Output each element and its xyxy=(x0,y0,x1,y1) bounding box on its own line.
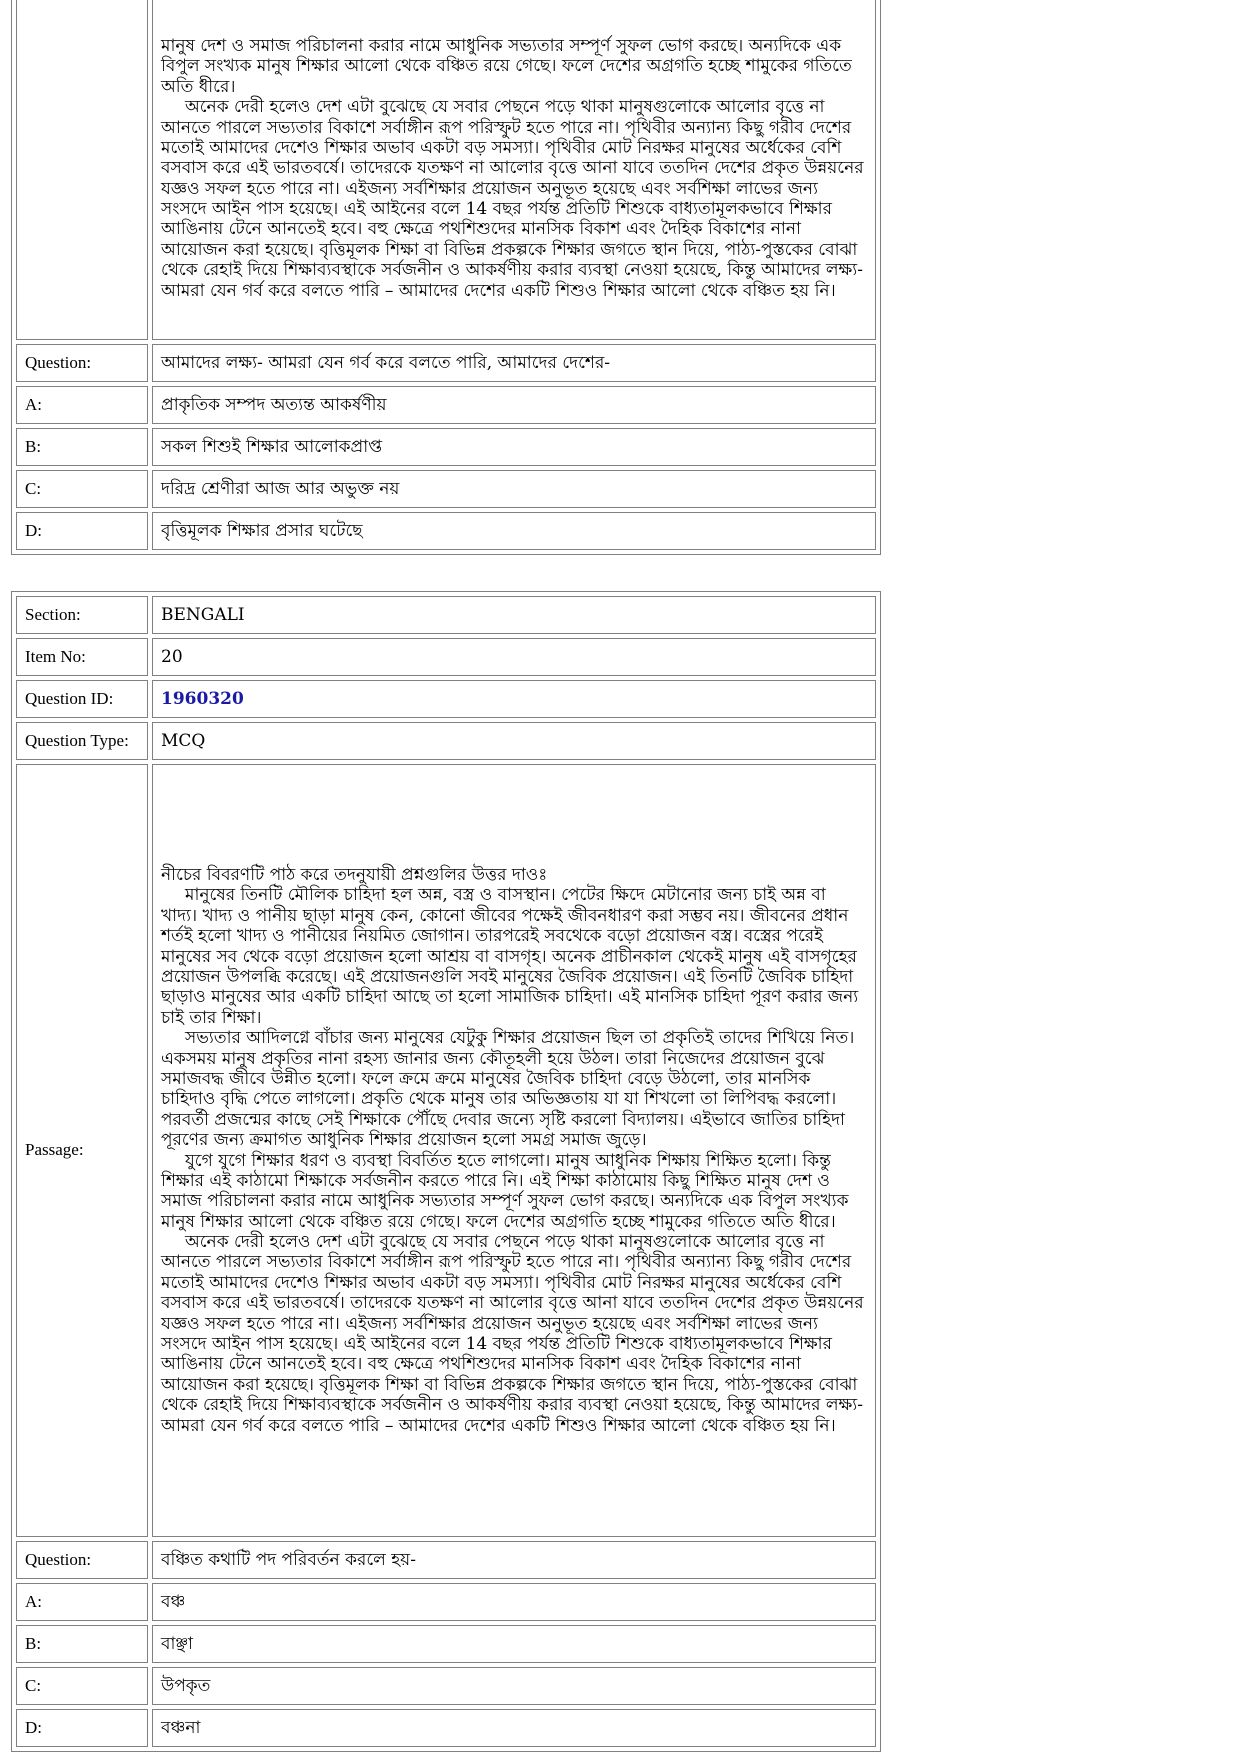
option-a-text: প্রাকৃতিক সম্পদ অত্যন্ত আকর্ষণীয় xyxy=(152,386,876,424)
section-value: BENGALI xyxy=(152,596,876,634)
option-c-row xyxy=(16,470,876,508)
option-d-label: D: xyxy=(16,1709,148,1747)
option-d-text: বঞ্চনা xyxy=(152,1709,876,1747)
passage-paragraph: সভ্যতার আদিলগ্নে বাঁচার জন্য মানুষের যেটুকু শিক্ষার প্রয়োজন ছিল তা প্রকৃতিই তাদের শিখিয়ে নিত। একসময় মানুষ প্রকৃতির নানা রহস্য জানার জন্য কৌতূহলী হয়ে উঠল। তারা নিজেদের প্রয়োজন বুঝে সমাজবদ্ধ জীবে উন্নীত হলো। ফলে ক্রমে ক্রমে মানুষের জৈবিক চাহিদা বেড়ে উঠলো, তার মানসিক চাহিদাও বৃদ্ধি পেতে লাগলো। প্রকৃতি থেকে মানুষ তার অভিজ্ঞতায় যা যা শিখলো তা লিপিবদ্ধ করলো। পরবর্তী প্রজন্মের কাছে সেই শিক্ষাকে পৌঁছে দেবার জন্যে সৃষ্টি করলো বিদ্যালয়। এইভাবে জাতির চাহিদা পূরণের জন্য ক্রমাগত আধুনিক শিক্ষার প্রয়োজন হলো সমগ্র সমাজ জুড়ে। xyxy=(161,1028,855,1151)
question-id-value: 1960320 xyxy=(161,688,244,709)
passage-label: Passage: xyxy=(16,764,148,1537)
option-c-text: দরিদ্র শ্রেণীরা আজ আর অভুক্ত নয় xyxy=(152,470,876,508)
passage-text xyxy=(152,0,876,340)
question-block-2 xyxy=(11,591,881,1752)
question-label: Question: xyxy=(16,344,148,382)
question-type-value: MCQ xyxy=(152,722,876,760)
question-text: আমাদের লক্ষ্য- আমরা যেন গর্ব করে বলতে পারি, আমাদের দেশের- xyxy=(152,344,876,382)
question-type-label: Question Type: xyxy=(16,722,148,760)
option-b-text: বাঞ্ছা xyxy=(152,1625,876,1663)
question-label: Question: xyxy=(16,1541,148,1579)
option-b-text: সকল শিশুই শিক্ষার আলোকপ্রাপ্ত xyxy=(152,428,876,466)
option-a-row xyxy=(16,386,876,424)
question-id-cell xyxy=(152,680,876,718)
item-no-value: 20 xyxy=(152,638,876,676)
item-no-label: Item No: xyxy=(16,638,148,676)
option-a-text: বঞ্চ xyxy=(152,1583,876,1621)
option-c-text: উপকৃত xyxy=(152,1667,876,1705)
item-no-row xyxy=(16,638,876,676)
option-c-label: C: xyxy=(16,1667,148,1705)
section-row xyxy=(16,596,876,634)
question-row xyxy=(16,1541,876,1579)
question-block-1 xyxy=(11,0,881,555)
option-a-label: A: xyxy=(16,386,148,424)
option-c-row xyxy=(16,1667,876,1705)
option-c-label: C: xyxy=(16,470,148,508)
option-b-row xyxy=(16,1625,876,1663)
question-id-label: Question ID: xyxy=(16,680,148,718)
option-d-row xyxy=(16,512,876,550)
option-b-label: B: xyxy=(16,1625,148,1663)
passage-paragraph: অনেক দেরী হলেও দেশ এটা বুঝেছে যে সবার পেছনে পড়ে থাকা মানুষগুলোকে আলোর বৃত্তে না আনতে পারলে সভ্যতার বিকাশে সর্বাঙ্গীন রূপ পরিস্ফুট হতে পারে না। পৃথিবীর অন্যান্য কিছু গরীব দেশের মতোই আমাদের দেশেও শিক্ষার অভাব একটা বড় সমস্যা। পৃথিবীর মোট নিরক্ষর মানুষের অর্ধেকের বেশি বসবাস করে এই ভারতবর্ষে। তাদেরকে যতক্ষণ না আলোর বৃত্তে আনা যাবে ততদিন দেশের প্রকৃত উন্নয়নের যজ্ঞও সফল হতে পারে না। এইজন্য সর্বশিক্ষার প্রয়োজন অনুভূত হয়েছে এবং সর্বশিক্ষা লাভের জন্য সংসদে আইন পাস হয়েছে। এই আইনের বলে 14 বছর পর্যন্ত প্রতিটি শিশুকে বাধ্যতামূলকভাবে শিক্ষার আঙিনায় টেনে আনতেই হবে। বহু ক্ষেত্রে পথশিশুদের মানসিক বিকাশ এবং দৈহিক বিকাশের নানা আয়োজন করা হয়েছে। বৃত্তিমূলক শিক্ষা বা বিভিন্ন প্রকল্পকে শিক্ষার জগতে স্থান দিয়ে, পাঠ্য-পুস্তকের বোঝা থেকে রেহাই দিয়ে শিক্ষাব্যবস্থাকে সর্বজনীন ও আকর্ষণীয় করার ব্যবস্থা নেওয়া হয়েছে, কিন্তু আমাদের লক্ষ্য- আমরা যেন গর্ব করে বলতে পারি – আমাদের দেশের একটি শিশুও শিক্ষার আলো থেকে বঞ্চিত হয় নি। xyxy=(161,97,864,301)
passage-text xyxy=(152,764,876,1537)
section-label: Section: xyxy=(16,596,148,634)
question-row xyxy=(16,344,876,382)
passage-row xyxy=(16,0,876,340)
passage-paragraph: মানুষের তিনটি মৌলিক চাহিদা হল অন্ন, বস্ত্র ও বাসস্থান। পেটের ক্ষিদে মেটানোর জন্য চাই অন্ন বা খাদ্য। খাদ্য ও পানীয় ছাড়া মানুষ কেন, কোনো জীবের পক্ষেই জীবনধারণ করা সম্ভব নয়। জীবনের প্রধান শর্তই হলো খাদ্য ও পানীয়ের নিয়মিত জোগান। তারপরেই সবথেকে বড়ো প্রয়োজন বস্ত্র। বস্ত্রের পরেই মানুষের সব থেকে বড়ো প্রয়োজন হলো আশ্রয় বা বাসগৃহ। অনেক প্রাচীনকাল থেকেই মানুষ এই বাসগৃহের প্রয়োজন উপলব্ধি করেছে। এই প্রয়োজনগুলি সবই মানুষের জৈবিক প্রয়োজন। এই তিনটি জৈবিক চাহিদা ছাড়াও মানুষের আর একটি চাহিদা আছে তা হলো সামাজিক চাহিদা। এই মানসিক চাহিদা পূরণ করার জন্য চাই তার শিক্ষা। xyxy=(161,885,859,1028)
passage-paragraph: যুগে যুগে শিক্ষার ধরণ ও ব্যবস্থা বিবর্তিত হতে লাগলো। মানুষ আধুনিক শিক্ষায় শিক্ষিত হলো। কিন্তু শিক্ষার এই কাঠামো শিক্ষাকে সর্বজনীন করতে পারে নি। এই শিক্ষা কাঠামোয় কিছু শিক্ষিত মানুষ দেশ ও সমাজ পরিচালনা করার নামে আধুনিক সভ্যতার সম্পূর্ণ সুফল ভোগ করছে। অন্যদিকে এক বিপুল সংখ্যক মানুষ শিক্ষার আলো থেকে বঞ্চিত রয়ে গেছে। ফলে দেশের অগ্রগতি হচ্ছে শামুকের গতিতে অতি ধীরে। xyxy=(161,1150,849,1232)
option-d-label: D: xyxy=(16,512,148,550)
option-b-row xyxy=(16,428,876,466)
passage-label xyxy=(16,0,148,340)
option-d-row xyxy=(16,1709,876,1747)
question-text: বঞ্চিত কথাটি পদ পরিবর্তন করলে হয়- xyxy=(152,1541,876,1579)
option-a-row xyxy=(16,1583,876,1621)
option-a-label: A: xyxy=(16,1583,148,1621)
passage-paragraph: অনেক দেরী হলেও দেশ এটা বুঝেছে যে সবার পেছনে পড়ে থাকা মানুষগুলোকে আলোর বৃত্তে না আনতে পারলে সভ্যতার বিকাশে সর্বাঙ্গীন রূপ পরিস্ফুট হতে পারে না। পৃথিবীর অন্যান্য কিছু গরীব দেশের মতোই আমাদের দেশেও শিক্ষার অভাব একটা বড় সমস্যা। পৃথিবীর মোট নিরক্ষর মানুষের অর্ধেকের বেশি বসবাস করে এই ভারতবর্ষে। তাদেরকে যতক্ষণ না আলোর বৃত্তে আনা যাবে ততদিন দেশের প্রকৃত উন্নয়নের যজ্ঞও সফল হতে পারে না। এইজন্য সর্বশিক্ষার প্রয়োজন অনুভূত হয়েছে এবং সর্বশিক্ষা লাভের জন্য সংসদে আইন পাস হয়েছে। এই আইনের বলে 14 বছর পর্যন্ত প্রতিটি শিশুকে বাধ্যতামূলকভাবে শিক্ষার আঙিনায় টেনে আনতেই হবে। বহু ক্ষেত্রে পথশিশুদের মানসিক বিকাশ এবং দৈহিক বিকাশের নানা আয়োজন করা হয়েছে। বৃত্তিমূলক শিক্ষা বা বিভিন্ন প্রকল্পকে শিক্ষার জগতে স্থান দিয়ে, পাঠ্য-পুস্তকের বোঝা থেকে রেহাই দিয়ে শিক্ষাব্যবস্থাকে সর্বজনীন ও আকর্ষণীয় করার ব্যবস্থা নেওয়া হয়েছে, কিন্তু আমাদের লক্ষ্য- আমরা যেন গর্ব করে বলতে পারি – আমাদের দেশের একটি শিশুও শিক্ষার আলো থেকে বঞ্চিত হয় নি। xyxy=(161,1232,864,1436)
passage-row xyxy=(16,764,876,1537)
question-id-row xyxy=(16,680,876,718)
passage-intro: নীচের বিবরণটি পাঠ করে তদনুযায়ী প্রশ্নগুলির উত্তর দাওঃ xyxy=(161,865,548,886)
passage-paragraph: মানুষ দেশ ও সমাজ পরিচালনা করার নামে আধুনিক সভ্যতার সম্পূর্ণ সুফল ভোগ করছে। অন্যদিকে এক বিপুল সংখ্যক মানুষ শিক্ষার আলো থেকে বঞ্চিত রয়ে গেছে। ফলে দেশের অগ্রগতি হচ্ছে শামুকের গতিতে অতি ধীরে। xyxy=(161,35,852,97)
option-b-label: B: xyxy=(16,428,148,466)
option-d-text: বৃত্তিমূলক শিক্ষার প্রসার ঘটেছে xyxy=(152,512,876,550)
question-type-row xyxy=(16,722,876,760)
